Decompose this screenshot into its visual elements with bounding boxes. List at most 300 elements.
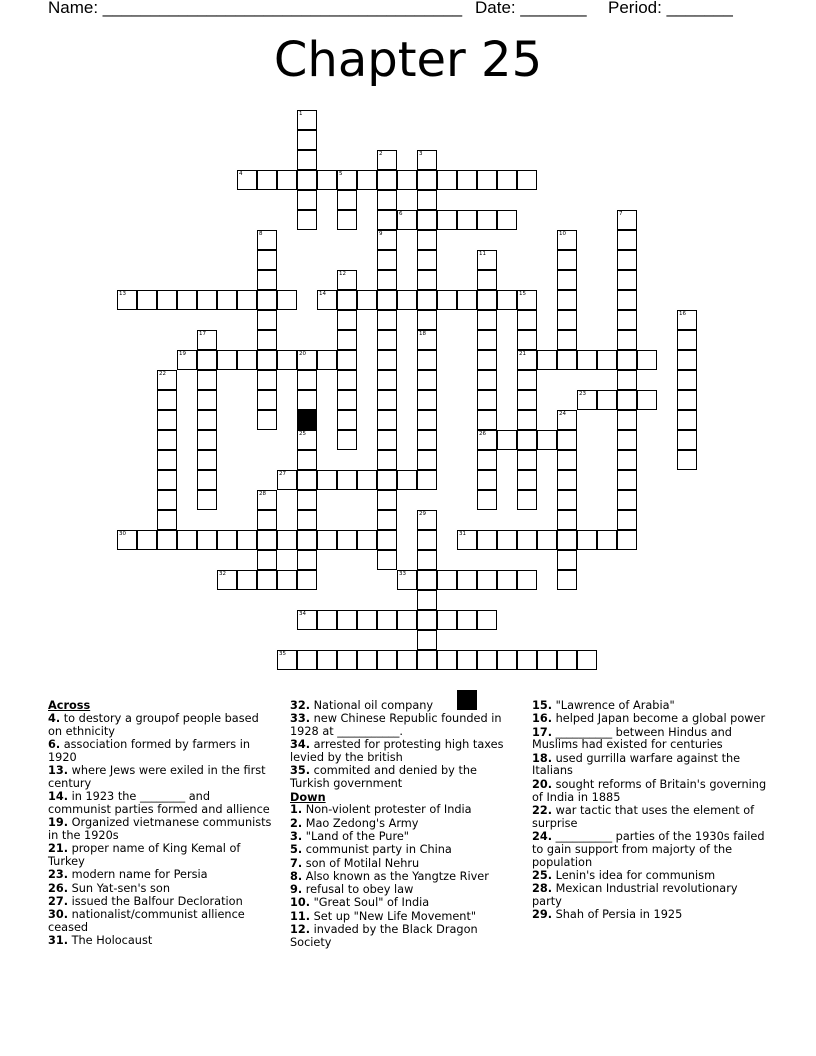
grid-cell[interactable] [297,610,317,630]
grid-cell[interactable] [337,410,357,430]
grid-cell[interactable] [477,530,497,550]
page-title: Chapter 25 [273,32,543,88]
grid-cell[interactable] [517,290,537,310]
grid-cell[interactable] [377,550,397,570]
grid-cell[interactable] [337,330,357,350]
grid-cell[interactable] [597,350,617,370]
grid-cell[interactable] [257,510,277,530]
grid-cell[interactable] [497,170,517,190]
grid-cell[interactable] [677,350,697,370]
grid-cell[interactable] [557,330,577,350]
grid-cell[interactable] [377,370,397,390]
grid-cell[interactable] [157,290,177,310]
grid-cell[interactable] [197,430,217,450]
grid-cell[interactable] [397,170,417,190]
grid-cell[interactable] [517,350,537,370]
grid-cell[interactable] [257,370,277,390]
grid-cell[interactable] [157,390,177,410]
grid-cell[interactable] [337,610,357,630]
grid-cell[interactable] [257,310,277,330]
grid-cell[interactable] [577,350,597,370]
down-clue: 1. Non-violent protester of India [290,803,472,817]
grid-cell[interactable] [477,610,497,630]
grid-cell[interactable] [617,230,637,250]
grid-cell[interactable] [677,410,697,430]
grid-cell[interactable] [377,450,397,470]
grid-cell[interactable] [617,410,637,430]
grid-cell[interactable] [157,530,177,550]
grid-cell[interactable] [377,250,397,270]
grid-cell[interactable] [417,330,437,350]
grid-cell[interactable] [497,570,517,590]
cell-number: 28 [259,491,266,497]
grid-cell[interactable] [477,390,497,410]
grid-cell[interactable] [257,350,277,370]
grid-cell[interactable] [517,170,537,190]
grid-cell[interactable] [257,550,277,570]
grid-cell[interactable] [617,310,637,330]
grid-cell[interactable] [377,470,397,490]
grid-cell[interactable] [477,170,497,190]
grid-cell[interactable] [417,390,437,410]
grid-cell[interactable] [477,490,497,510]
grid-cell[interactable] [477,210,497,230]
grid-cell[interactable] [617,510,637,530]
grid-cell[interactable] [457,650,477,670]
grid-cell[interactable] [297,370,317,390]
grid-cell[interactable] [257,570,277,590]
grid-cell[interactable] [417,250,437,270]
grid-cell[interactable] [617,210,637,230]
cell-number: 23 [579,391,586,397]
grid-cell[interactable] [237,170,257,190]
grid-cell[interactable] [417,410,437,430]
grid-cell[interactable] [377,150,397,170]
grid-cell[interactable] [297,190,317,210]
grid-cell[interactable] [417,570,437,590]
grid-cell[interactable] [517,470,537,490]
grid-cell[interactable] [457,610,477,630]
grid-cell[interactable] [297,390,317,410]
grid-cell[interactable] [317,650,337,670]
grid-cell[interactable] [257,330,277,350]
grid-cell[interactable] [417,630,437,650]
grid-cell[interactable] [197,330,217,350]
grid-cell[interactable] [337,470,357,490]
grid-cell[interactable] [337,390,357,410]
grid-cell[interactable] [337,190,357,210]
grid-cell[interactable] [257,490,277,510]
grid-cell[interactable] [377,390,397,410]
grid-cell[interactable] [417,470,437,490]
grid-cell[interactable] [177,290,197,310]
grid-cell[interactable] [337,530,357,550]
grid-cell[interactable] [157,430,177,450]
grid-cell[interactable] [157,410,177,430]
grid-cell[interactable] [537,430,557,450]
grid-cell[interactable] [377,310,397,330]
grid-cell[interactable] [517,330,537,350]
grid-cell[interactable] [517,370,537,390]
grid-cell[interactable] [537,650,557,670]
grid-cell[interactable] [537,350,557,370]
grid-cell[interactable] [297,170,317,190]
grid-cell[interactable] [297,470,317,490]
grid-cell[interactable] [417,190,437,210]
grid-cell[interactable] [557,290,577,310]
grid-cell[interactable] [617,450,637,470]
down-clue: 9. refusal to obey law [290,883,414,897]
grid-cell[interactable] [457,570,477,590]
grid-cell[interactable] [437,650,457,670]
grid-cell[interactable] [477,450,497,470]
grid-cell[interactable] [417,310,437,330]
grid-cell[interactable] [417,610,437,630]
grid-cell[interactable] [157,370,177,390]
grid-cell[interactable] [437,170,457,190]
grid-cell[interactable] [477,270,497,290]
grid-cell[interactable] [457,210,477,230]
grid-cell[interactable] [197,470,217,490]
grid-cell[interactable] [477,290,497,310]
grid-cell[interactable] [357,290,377,310]
grid-cell[interactable] [617,430,637,450]
grid-cell[interactable] [377,230,397,250]
grid-cell[interactable] [477,650,497,670]
grid-cell[interactable] [257,530,277,550]
grid-cell[interactable] [417,430,437,450]
grid-cell[interactable] [477,350,497,370]
grid-cell[interactable] [137,290,157,310]
grid-cell[interactable] [377,210,397,230]
grid-cell[interactable] [317,470,337,490]
cell-number: 1 [299,111,303,117]
grid-cell[interactable] [297,570,317,590]
grid-cell[interactable] [517,450,537,470]
grid-cell[interactable] [557,490,577,510]
grid-cell[interactable] [517,430,537,450]
grid-cell[interactable] [277,530,297,550]
cell-number: 24 [559,411,566,417]
grid-cell[interactable] [297,430,317,450]
grid-cell[interactable] [297,650,317,670]
grid-cell[interactable] [337,650,357,670]
down-clue: 12. invaded by the Black Dragon Society [290,923,478,949]
cell-number: 26 [479,431,486,437]
cell-number: 8 [259,231,263,237]
grid-cell[interactable] [297,530,317,550]
grid-cell[interactable] [337,350,357,370]
grid-cell[interactable] [417,450,437,470]
grid-cell[interactable] [397,610,417,630]
grid-cell[interactable] [357,650,377,670]
grid-cell[interactable] [617,290,637,310]
name-field[interactable]: Name: ______________________________________ [48,0,463,17]
grid-cell[interactable] [677,330,697,350]
down-clue: 8. Also known as the Yangtze River [290,869,489,883]
grid-cell[interactable] [377,530,397,550]
grid-cell[interactable] [457,530,477,550]
grid-cell[interactable] [157,470,177,490]
grid-cell[interactable] [617,250,637,270]
down-clue: 15. "Lawrence of Arabia" [532,699,675,712]
grid-cell[interactable] [297,110,317,130]
grid-cell[interactable] [477,470,497,490]
grid-cell[interactable] [417,530,437,550]
grid-cell[interactable] [497,290,517,310]
grid-cell[interactable] [417,590,437,610]
grid-cell[interactable] [337,310,357,330]
grid-cell[interactable] [417,170,437,190]
date-field[interactable]: Date: _______ [475,0,587,17]
grid-cell[interactable] [177,350,197,370]
grid-cell[interactable] [497,650,517,670]
grid-cell[interactable] [337,210,357,230]
grid-cell[interactable] [417,650,437,670]
grid-cell[interactable] [377,490,397,510]
cell-number: 25 [299,431,306,437]
grid-cell[interactable] [517,530,537,550]
grid-cell[interactable] [377,430,397,450]
grid-cell[interactable] [237,530,257,550]
across-clue: 30. nationalist/communist allience ceased [48,908,245,935]
grid-cell[interactable] [497,210,517,230]
grid-cell[interactable] [237,570,257,590]
grid-cell[interactable] [277,350,297,370]
grid-cell[interactable] [257,230,277,250]
grid-cell[interactable] [377,610,397,630]
grid-cell[interactable] [117,530,137,550]
grid-cell[interactable] [377,330,397,350]
grid-cell[interactable] [297,450,317,470]
grid-cell[interactable] [617,490,637,510]
grid-cell[interactable] [577,650,597,670]
grid-cell[interactable] [297,510,317,530]
grid-cell[interactable] [357,470,377,490]
grid-cell[interactable] [257,410,277,430]
grid-cell[interactable] [617,370,637,390]
grid-cell[interactable] [277,170,297,190]
grid-cell[interactable] [597,530,617,550]
cell-number: 15 [519,291,526,297]
grid-cell[interactable] [557,430,577,450]
grid-cell[interactable] [457,290,477,310]
grid-cell[interactable] [377,410,397,430]
grid-cell[interactable] [577,530,597,550]
grid-cell[interactable] [377,270,397,290]
grid-cell[interactable] [337,370,357,390]
grid-cell[interactable] [457,170,477,190]
grid-cell[interactable] [437,570,457,590]
grid-cell[interactable] [197,450,217,470]
grid-cell[interactable] [197,390,217,410]
grid-cell[interactable] [557,270,577,290]
grid-cell[interactable] [417,210,437,230]
grid-cell[interactable] [617,330,637,350]
grid-cell[interactable] [437,290,457,310]
grid-cell[interactable] [617,530,637,550]
grid-cell[interactable] [557,470,577,490]
grid-cell[interactable] [377,190,397,210]
grid-cell[interactable] [417,230,437,250]
grid-cell[interactable] [317,610,337,630]
grid-cell[interactable] [197,370,217,390]
cell-number: 13 [119,291,126,297]
grid-cell[interactable] [157,510,177,530]
grid-cell[interactable] [417,150,437,170]
grid-cell[interactable] [277,470,297,490]
grid-cell[interactable] [357,170,377,190]
grid-cell[interactable] [337,270,357,290]
grid-cell[interactable] [477,250,497,270]
grid-cell[interactable] [317,530,337,550]
grid-cell[interactable] [297,130,317,150]
grid-cell[interactable] [477,570,497,590]
grid-cell[interactable] [417,510,437,530]
grid-cell[interactable] [617,390,637,410]
grid-cell[interactable] [497,430,517,450]
across-clue: 19. Organized vietmanese communists in the 1920s [48,816,272,842]
across-clue: 33. new Chinese Republic founded in 1928 at ___________. [290,712,502,739]
grid-cell[interactable] [517,410,537,430]
grid-cell[interactable] [517,310,537,330]
grid-cell[interactable] [377,510,397,530]
grid-cell[interactable] [437,210,457,230]
grid-cell[interactable] [577,390,597,410]
grid-cell[interactable] [357,610,377,630]
across-clue: 13. where Jews were exiled in the first century [48,763,266,790]
grid-cell[interactable] [417,550,437,570]
grid-cell[interactable] [417,290,437,310]
grid-cell[interactable] [217,530,237,550]
grid-cell[interactable] [237,290,257,310]
grid-cell[interactable] [297,490,317,510]
grid-cell[interactable] [317,290,337,310]
grid-cell[interactable] [397,570,417,590]
grid-cell[interactable] [637,350,657,370]
across-clue: 34. arrested for protesting high taxes levied by the british [290,738,504,765]
grid-cell[interactable] [197,290,217,310]
grid-cell[interactable] [677,430,697,450]
grid-cell[interactable] [377,350,397,370]
grid-cell[interactable] [617,350,637,370]
grid-cell[interactable] [297,550,317,570]
grid-cell[interactable] [477,370,497,390]
grid-cell[interactable] [557,450,577,470]
grid-cell[interactable] [337,430,357,450]
grid-cell[interactable] [497,530,517,550]
grid-cell[interactable] [477,310,497,330]
grid-cell[interactable] [557,510,577,530]
grid-cell[interactable] [257,270,277,290]
grid-cell[interactable] [517,650,537,670]
period-field[interactable]: Period: _______ [608,0,733,17]
grid-cell[interactable] [197,490,217,510]
grid-cell[interactable] [557,230,577,250]
grid-cell[interactable] [397,470,417,490]
grid-cell[interactable] [197,530,217,550]
grid-cell[interactable] [217,350,237,370]
grid-cell[interactable] [677,450,697,470]
grid-cell[interactable] [557,530,577,550]
grid-cell[interactable] [637,390,657,410]
grid-cell[interactable] [557,650,577,670]
grid-cell[interactable] [197,350,217,370]
grid-cell[interactable] [617,270,637,290]
grid-cell[interactable] [597,390,617,410]
across-clue: 27. issued the Balfour Decloration [48,894,243,908]
grid-cell[interactable] [477,430,497,450]
grid-cell[interactable] [177,530,197,550]
grid-cell[interactable] [377,290,397,310]
down-clue: 11. Set up "New Life Movement" [290,909,477,923]
grid-cell[interactable] [557,410,577,430]
grid-cell[interactable] [277,290,297,310]
grid-cell[interactable] [157,450,177,470]
grid-cell[interactable] [317,170,337,190]
grid-cell[interactable] [257,290,277,310]
grid-cell[interactable] [277,570,297,590]
grid-cell[interactable] [277,650,297,670]
grid-cell[interactable] [677,370,697,390]
grid-cell[interactable] [297,210,317,230]
grid-cell[interactable] [377,650,397,670]
grid-cell[interactable] [417,350,437,370]
grid-cell[interactable] [337,290,357,310]
grid-cell[interactable] [477,330,497,350]
grid-cell[interactable] [557,310,577,330]
grid-cell[interactable] [297,150,317,170]
grid-cell[interactable] [557,570,577,590]
grid-cell[interactable] [257,250,277,270]
grid-cell[interactable] [357,530,377,550]
grid-cell[interactable] [437,610,457,630]
grid-cell[interactable] [157,490,177,510]
grid-cell[interactable] [557,550,577,570]
grid-cell[interactable] [217,570,237,590]
clues-column-2 [290,700,518,950]
cell-number: 18 [419,331,426,337]
grid-cell[interactable] [297,350,317,370]
grid-cell[interactable] [677,310,697,330]
grid-cell[interactable] [197,410,217,430]
grid-cell[interactable] [517,490,537,510]
grid-cell[interactable] [377,170,397,190]
grid-cell[interactable] [117,290,137,310]
grid-cell[interactable] [137,530,157,550]
grid-cell[interactable] [417,370,437,390]
grid-cell[interactable] [517,570,537,590]
grid-cell[interactable] [397,650,417,670]
grid-cell[interactable] [557,350,577,370]
grid-cell[interactable] [217,290,237,310]
grid-cell[interactable] [617,470,637,490]
grid-cell[interactable] [317,350,337,370]
grid-cell[interactable] [477,410,497,430]
grid-cell[interactable] [337,170,357,190]
grid-cell[interactable] [517,390,537,410]
grid-cell[interactable] [537,530,557,550]
grid-cell[interactable] [397,210,417,230]
grid-cell[interactable] [397,290,417,310]
grid-cell[interactable] [237,350,257,370]
grid-cell[interactable] [677,390,697,410]
grid-cell[interactable] [257,390,277,410]
grid-cell[interactable] [417,270,437,290]
grid-cell[interactable] [257,170,277,190]
cell-number: 10 [559,231,566,237]
grid-cell[interactable] [557,250,577,270]
